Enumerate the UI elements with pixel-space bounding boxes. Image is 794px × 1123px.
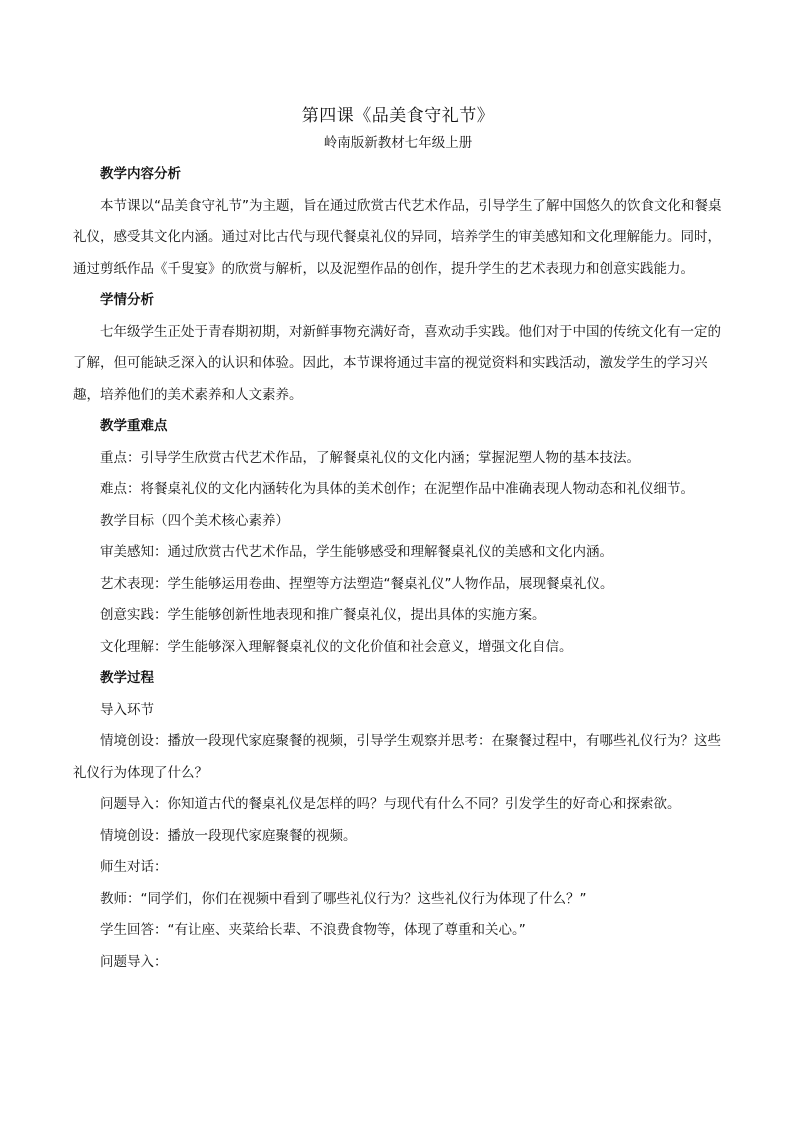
- document-subtitle: 岭南版新教材七年级上册: [323, 135, 473, 151]
- paragraph-student-analysis: 七年级学生正处于青春期初期，对新鲜事物充满好奇，喜欢动手实践。他们对于中国的传统文化有一定的了解，但可能缺乏深入的认识和体验。因此，本节课将通过丰富的视觉资料和实践活动，激发学生的学习兴趣，培养他们的美术素养和人文素养。: [73, 323, 721, 403]
- paragraph-scenario-1: 情境创设：播放一段现代家庭聚餐的视频，引导学生观察并思考：在聚餐过程中，有哪些礼仪行为？这些礼仪行为体现了什么？: [73, 733, 721, 781]
- section-heading-process: 教学过程: [100, 670, 154, 686]
- paragraph-objective-expression: 艺术表现：学生能够运用卷曲、捏塑等方法塑造“餐桌礼仪”人物作品，展现餐桌礼仪。: [100, 575, 614, 592]
- section-heading-content-analysis: 教学内容分析: [100, 166, 181, 182]
- paragraph-intro-stage: 导入环节: [100, 701, 154, 718]
- document-title: 第四课《品美食守礼节》: [301, 106, 495, 126]
- paragraph-dialogue-heading: 师生对话：: [100, 859, 168, 875]
- paragraph-objective-culture: 文化理解：学生能够深入理解餐桌礼仪的文化价值和社会意义，增强文化自信。: [100, 638, 573, 655]
- paragraph-objectives-heading: 教学目标（四个美术核心素养）: [100, 512, 289, 529]
- paragraph-question-intro-1: 问题导入：你知道古代的餐桌礼仪是怎样的吗？与现代有什么不同？引发学生的好奇心和探索欲。: [100, 796, 681, 812]
- paragraph-question-intro-2: 问题导入：: [100, 953, 168, 970]
- paragraph-objective-aesthetic: 审美感知：通过欣赏古代艺术作品，学生能够感受和理解餐桌礼仪的美感和文化内涵。: [100, 544, 613, 560]
- paragraph-objective-creative: 创意实践：学生能够创新性地表现和推广餐桌礼仪，提出具体的实施方案。: [100, 607, 546, 623]
- paragraph-key-point: 重点：引导学生欣赏古代艺术作品，了解餐桌礼仪的文化内涵；掌握泥塑人物的基本技法。: [100, 449, 640, 466]
- document-content: [73, 103, 723, 978]
- paragraph-student-line: 学生回答：“有让座、夹菜给长辈、不浪费食物等，体现了尊重和关心。”: [100, 922, 526, 938]
- paragraph-content-analysis: 本节课以“品美食守礼节”为主题，旨在通过欣赏古代艺术作品，引导学生了解中国悠久的饮食文化和餐桌礼仪，感受其文化内涵。通过对比古代与现代餐桌礼仪的异同，培养学生的审美感知和文化理解能力。同时，通过剪纸作品《千叟宴》的欣赏与解析，以及泥塑作品的创作，提升学生的艺术表现力和创意实践能力。: [73, 197, 722, 277]
- paragraph-difficult-point: 难点：将餐桌礼仪的文化内涵转化为具体的美术创作；在泥塑作品中准确表现人物动态和礼仪细节。: [100, 481, 694, 497]
- section-heading-key-points: 教学重难点: [100, 418, 168, 434]
- paragraph-scenario-2: 情境创设：播放一段现代家庭聚餐的视频。: [100, 827, 357, 844]
- section-heading-student-analysis: 学情分析: [100, 292, 154, 308]
- paragraph-teacher-line: 教师：“同学们，你们在视频中看到了哪些礼仪行为？这些礼仪行为体现了什么？”: [100, 890, 587, 907]
